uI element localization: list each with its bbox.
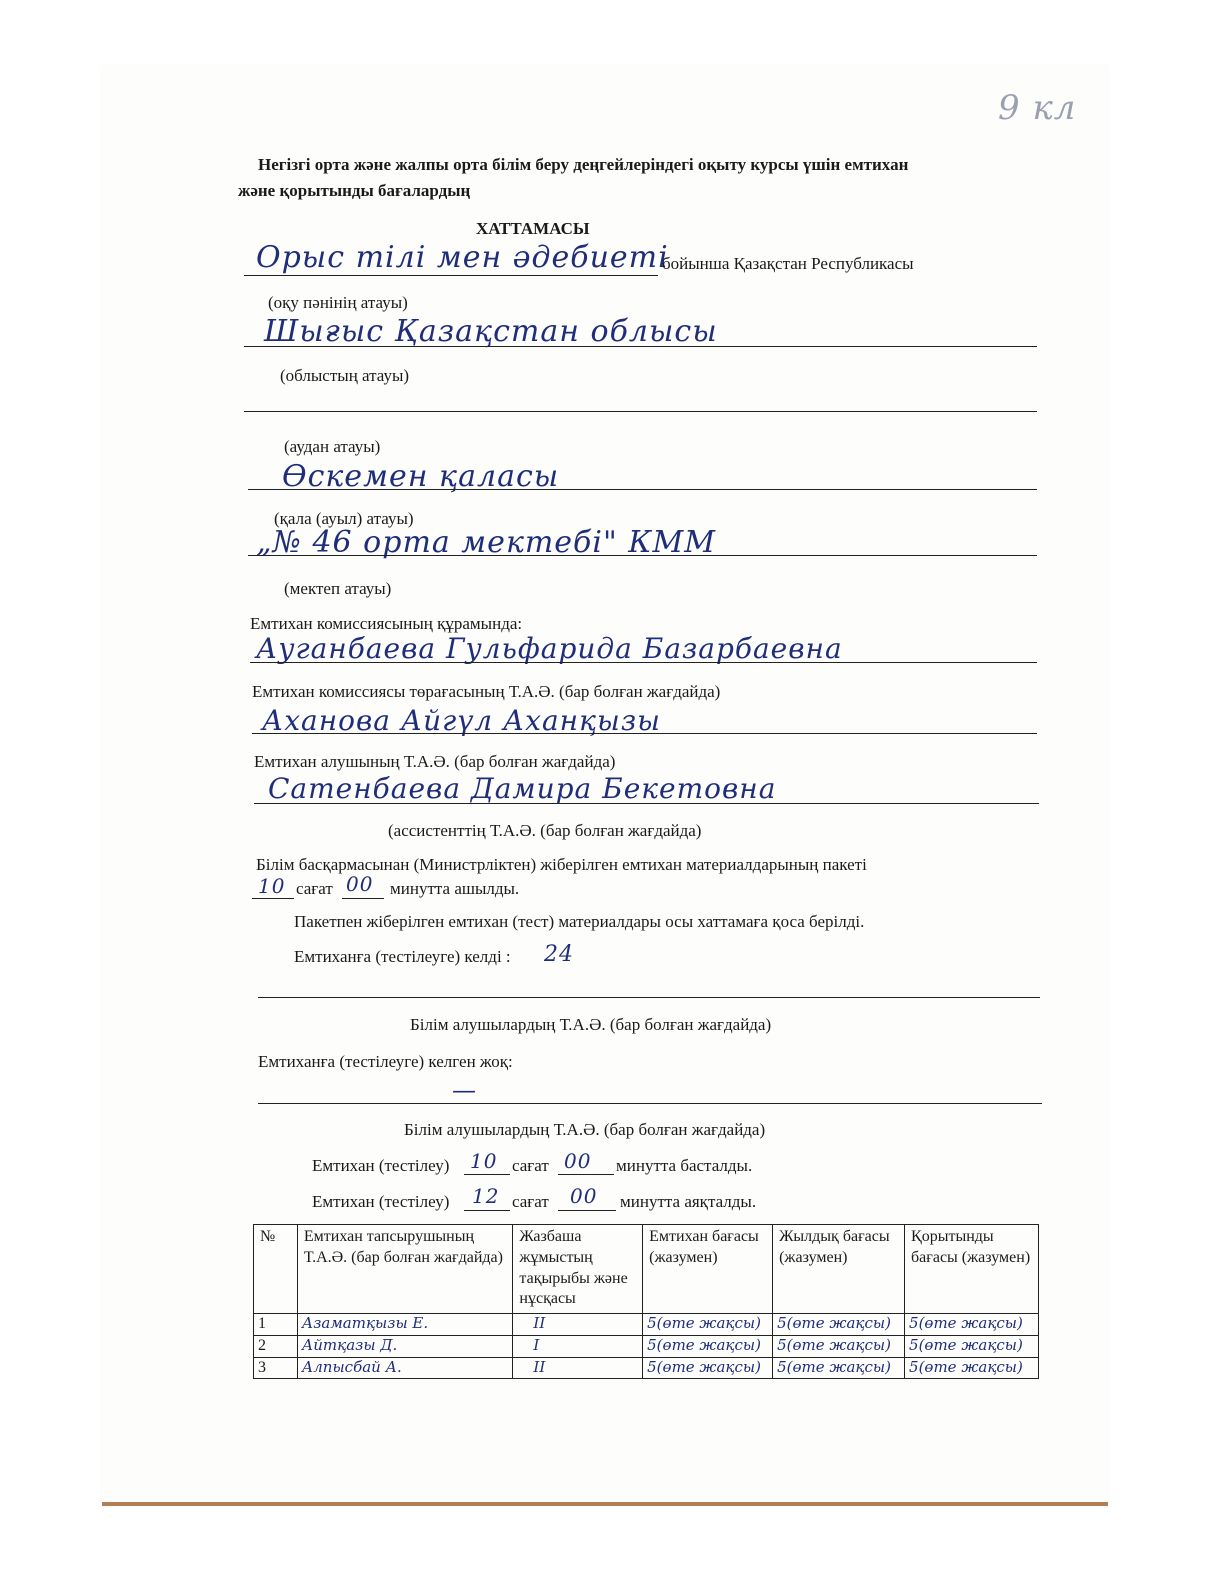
exam-grade: 5(өте жақсы): [643, 1357, 773, 1379]
document-title: ХАТТАМАСЫ: [476, 219, 590, 238]
chair-value: Аханова Айгүл Аханқызы: [262, 704, 661, 737]
table-header-row: [254, 1225, 1039, 1314]
header-topic: Жазбаша жұмыстың тақырыбы және нұсқасы: [513, 1225, 643, 1314]
final-grade: 5(өте жақсы): [905, 1335, 1039, 1357]
end-suffix: минутта аяқталды.: [620, 1192, 757, 1211]
results-table: [253, 1224, 1039, 1379]
package-minute-line: [342, 898, 384, 899]
commission-label: Емтихан комиссиясының құрамында:: [250, 614, 523, 633]
district-line: [244, 411, 1037, 412]
header-final-grade: Қорытынды бағасы (жазумен): [905, 1225, 1039, 1314]
subject-line: [244, 275, 658, 276]
package-minute: 00: [346, 872, 374, 896]
start-minute: 00: [564, 1149, 592, 1173]
examiner-line: [254, 803, 1039, 804]
final-grade: 5(өте жақсы): [905, 1357, 1039, 1379]
examiner-value: Сатенбаева Дамира Бекетовна: [268, 772, 777, 805]
commission-member: Ауганбаева Гульфарида Базарбаевна: [256, 632, 843, 665]
topic-variant: II: [513, 1357, 643, 1379]
subject-value: Орыс тілі мен әдебиеті: [256, 240, 669, 275]
region-line: [244, 346, 1037, 347]
city-line: [248, 489, 1037, 490]
student-name: Алпысбай А.: [297, 1357, 513, 1379]
package-text: Білім басқармасынан (Министрліктен) жіберілген емтихан материалдарының пакеті: [256, 855, 867, 874]
came-label: Емтиханға (тестілеуге) келді :: [294, 947, 511, 966]
start-hour-line: [464, 1174, 510, 1175]
student-name: Азаматқызы Е.: [297, 1314, 513, 1336]
row-number: 3: [254, 1357, 298, 1379]
header-line-1: Негізгі орта және жалпы орта білім беру деңгейлеріндегі оқыту курсы үшін емтихан: [258, 155, 909, 174]
came-value: 24: [544, 942, 574, 967]
chair-line: [252, 733, 1037, 734]
end-hour-line: [464, 1210, 510, 1211]
absent-caption: Білім алушылардың Т.А.Ә. (бар болған жағдайда): [404, 1120, 766, 1139]
absent-label: Емтиханға (тестілеуге) келген жоқ:: [258, 1052, 513, 1071]
came-caption: Білім алушылардың Т.А.Ә. (бар болған жағдайда): [410, 1015, 772, 1034]
start-suffix: минутта басталды.: [616, 1156, 753, 1175]
subject-caption: (оқу пәнінің атауы): [268, 293, 408, 312]
package-minute-label: минутта ашылды.: [390, 879, 520, 898]
table-row: [254, 1335, 1039, 1357]
end-hour: 12: [472, 1184, 500, 1208]
region-caption: (облыстың атауы): [280, 366, 410, 385]
topic-variant: I: [513, 1335, 643, 1357]
annual-grade: 5(өте жақсы): [773, 1357, 905, 1379]
package-hour-label: сағат: [296, 879, 333, 898]
header-number: №: [254, 1225, 298, 1314]
region-value: Шығыс Қазақстан облысы: [264, 314, 718, 349]
city-caption: (қала (ауыл) атауы): [274, 509, 414, 528]
row-number: 1: [254, 1314, 298, 1336]
final-grade: 5(өте жақсы): [905, 1314, 1039, 1336]
row-number: 2: [254, 1335, 298, 1357]
package-hour: 10: [258, 874, 286, 898]
package-attached: Пакетпен жіберілген емтихан (тест) материалдары осы хаттамаға қоса берілді.: [294, 912, 865, 931]
came-line: [258, 997, 1040, 998]
examiner-label: Емтихан алушының Т.А.Ә. (бар болған жағдайда): [254, 752, 616, 771]
subject-suffix: бойынша Қазақстан Республикасы: [662, 254, 914, 273]
header-line-2: және қорытынды бағалардың: [238, 181, 471, 200]
table-row: [254, 1357, 1039, 1379]
start-prefix: Емтихан (тестілеу): [312, 1156, 450, 1175]
topic-variant: II: [513, 1314, 643, 1336]
district-caption: (аудан атауы): [284, 437, 381, 456]
school-caption: (мектеп атауы): [284, 579, 392, 598]
city-value: Өскемен қаласы: [282, 459, 560, 494]
absent-line: [258, 1103, 1042, 1104]
end-minute-line: [558, 1210, 616, 1211]
student-name: Айтқазы Д.: [297, 1335, 513, 1357]
header-annual-grade: Жылдық бағасы (жазумен): [773, 1225, 905, 1314]
end-minute: 00: [570, 1184, 598, 1208]
start-hour-label: сағат: [512, 1156, 549, 1175]
school-value: „№ 46 орта мектебі" КММ: [256, 525, 716, 560]
school-line: [248, 555, 1037, 556]
commission-member-line: [250, 662, 1037, 663]
package-hour-line: [252, 898, 294, 899]
table-row: [254, 1314, 1039, 1336]
absent-value: —: [452, 1076, 477, 1104]
exam-grade: 5(өте жақсы): [643, 1314, 773, 1336]
end-prefix: Емтихан (тестілеу): [312, 1192, 450, 1211]
header-exam-grade: Емтихан бағасы (жазумен): [643, 1225, 773, 1314]
chair-label: Емтихан комиссиясы төрағасының Т.А.Ә. (бар болған жағдайда): [252, 682, 721, 701]
annual-grade: 5(өте жақсы): [773, 1335, 905, 1357]
start-minute-line: [558, 1174, 614, 1175]
corner-grade-note: 9 кл: [998, 88, 1077, 128]
start-hour: 10: [470, 1149, 498, 1173]
header-student-name: Емтихан тапсырушының Т.А.Ә. (бар болған жағдайда): [297, 1225, 513, 1314]
exam-grade: 5(өте жақсы): [643, 1335, 773, 1357]
assistant-caption: (ассистенттің Т.А.Ә. (бар болған жағдайда): [388, 821, 702, 840]
annual-grade: 5(өте жақсы): [773, 1314, 905, 1336]
end-hour-label: сағат: [512, 1192, 549, 1211]
